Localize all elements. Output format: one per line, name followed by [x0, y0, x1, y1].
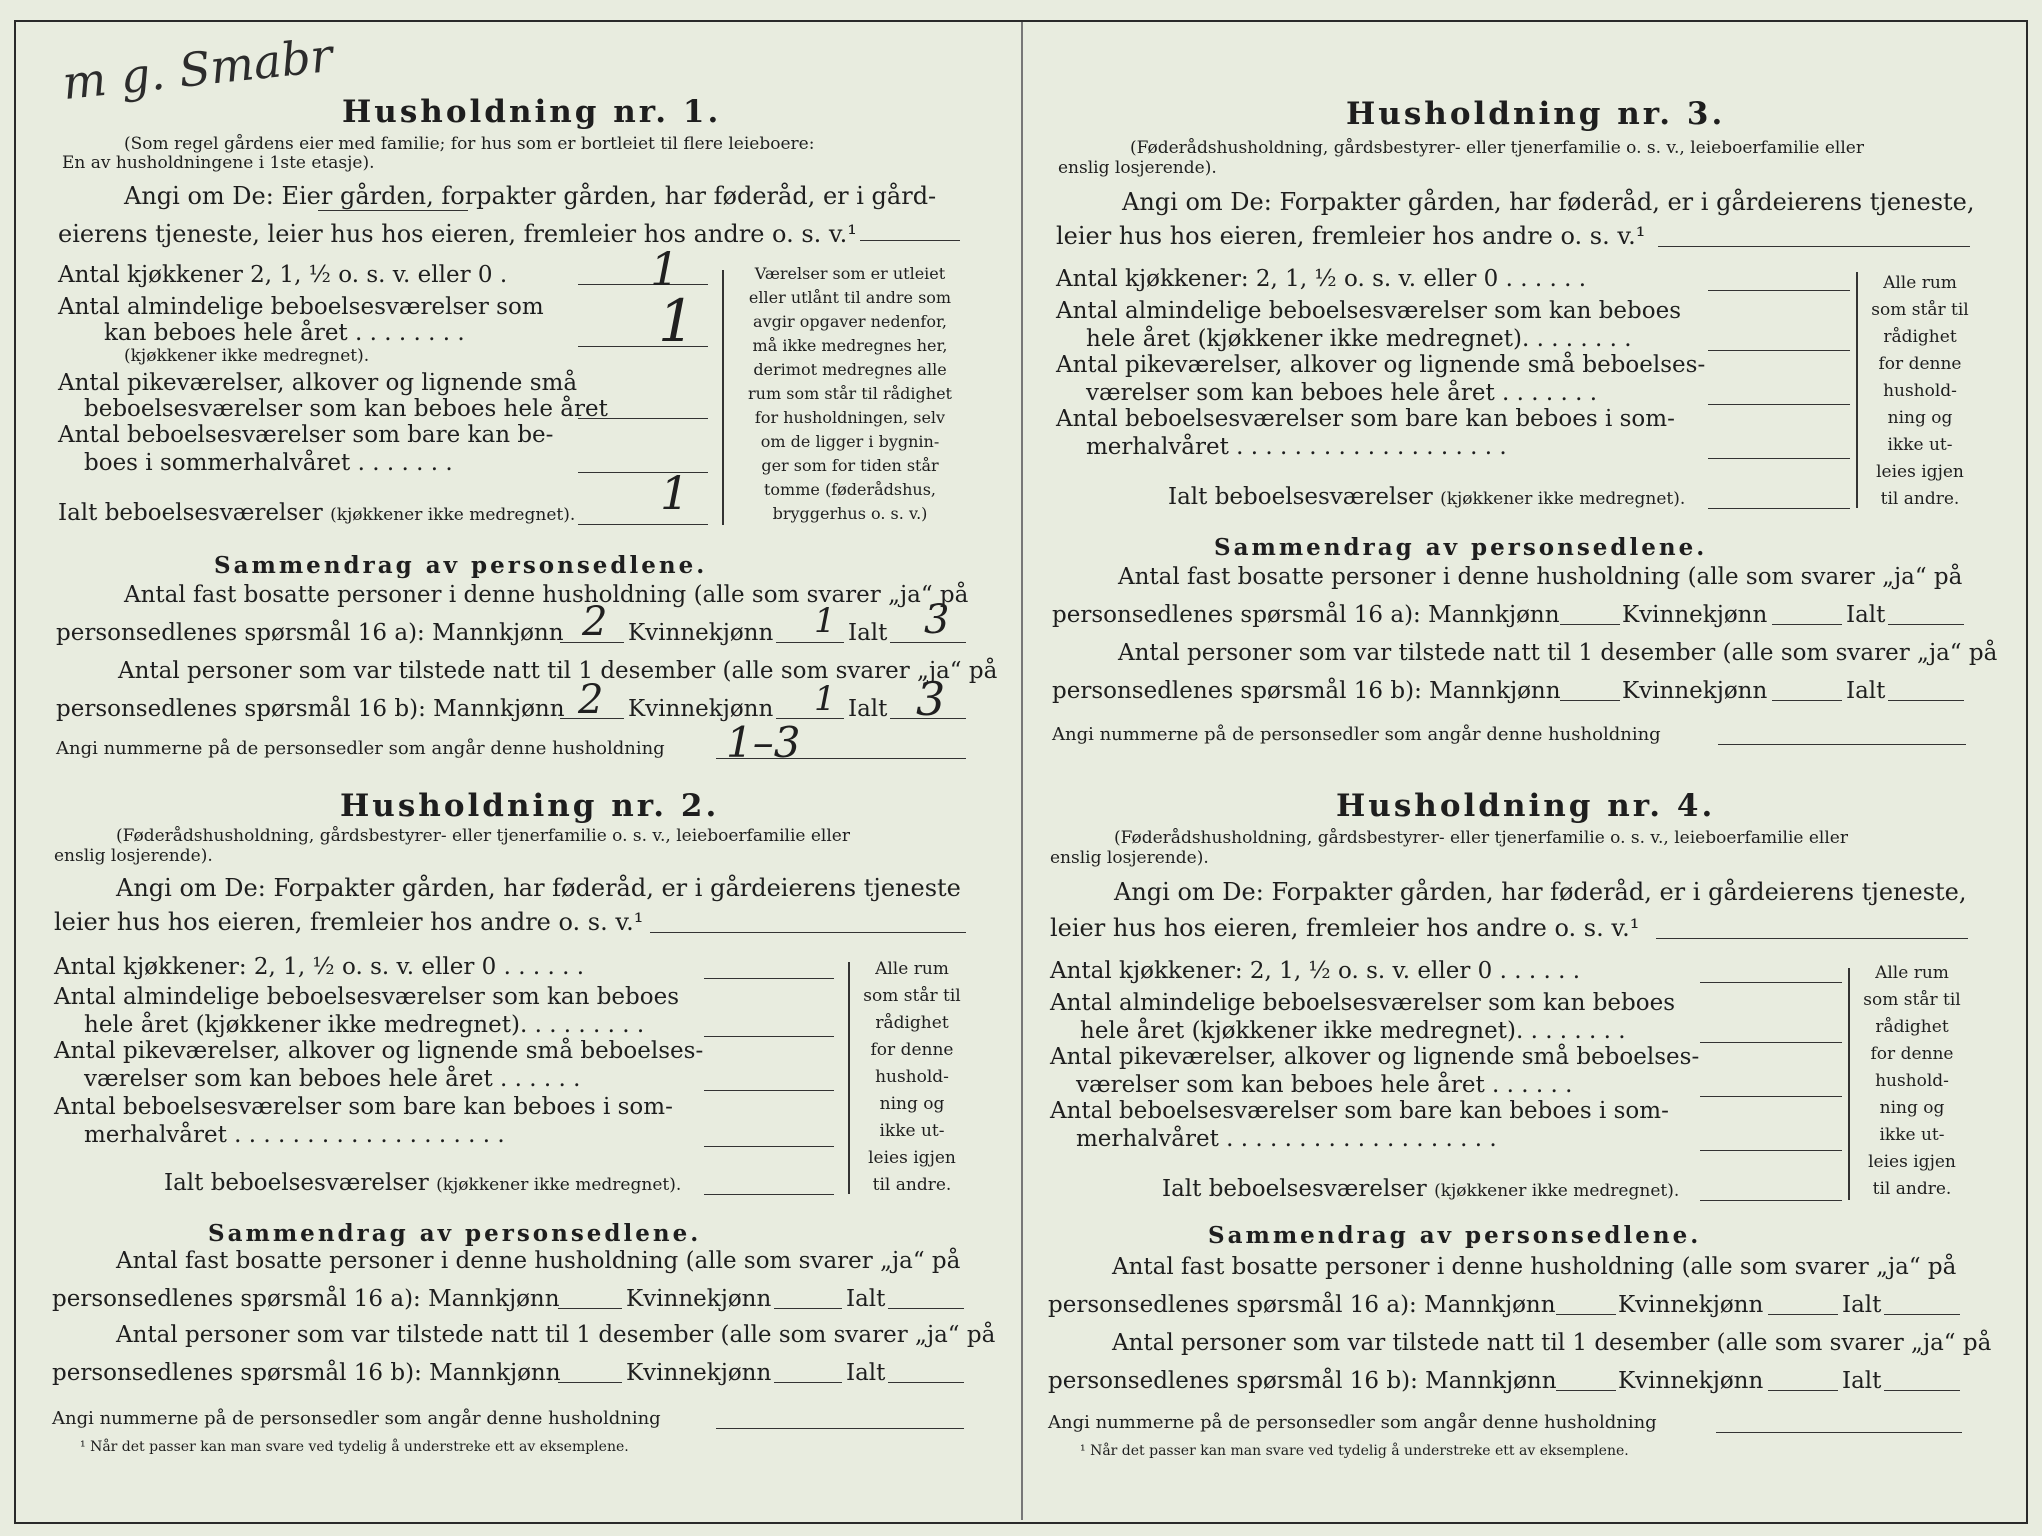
- h4-nummer-line: [1716, 1432, 1962, 1433]
- h2-side-line: leies igjen: [868, 1148, 956, 1168]
- h3-side-line: Alle rum: [1883, 273, 1957, 293]
- h3-side-line: som står til: [1871, 300, 1969, 320]
- h1-row-maid-2: beboelsesværelser som kan beboes hele året: [84, 396, 608, 422]
- h3-fast-kvinne: Kvinnekjønn: [1622, 602, 1768, 628]
- h1-side-line: tomme (føderådshus,: [763, 480, 936, 499]
- h4-fast-kvinne-line: [1768, 1314, 1838, 1315]
- h2-fast-line2: personsedlenes spørsmål 16 a): Mannkjønn: [52, 1286, 560, 1312]
- h1-side-line: for husholdningen, selv: [754, 408, 946, 427]
- h1-side-line: må ikke medregnes her,: [752, 336, 948, 355]
- h4-til-kvinne-line: [1768, 1390, 1838, 1391]
- h2-side-line: til andre.: [872, 1175, 952, 1195]
- h2-maid-answer-line: [704, 1090, 834, 1091]
- h2-angi-answer-line: [650, 932, 966, 933]
- h2-fast-kvinne-line: [774, 1308, 842, 1309]
- h2-side-note: [852, 956, 972, 1199]
- h1-row-rooms-2: kan beboes hele året . . . . . . . .: [104, 320, 465, 346]
- h4-til-line2: personsedlenes spørsmål 16 b): Mannkjønn: [1048, 1368, 1557, 1394]
- h3-side-line: leies igjen: [1876, 462, 1964, 482]
- h1-angi-underline-eier: [318, 210, 468, 211]
- h2-til-kvinne-line: [774, 1382, 842, 1383]
- h1-side-line: om de ligger i bygnin-: [760, 432, 940, 451]
- h2-row-rooms-2: hele året (kjøkkener ikke medregnet). . . . . . . . .: [84, 1012, 645, 1038]
- h2-sub-line2: enslig losjerende).: [54, 846, 213, 866]
- h4-row-rooms-2: hele året (kjøkkener ikke medregnet). . . . . . . .: [1080, 1018, 1626, 1044]
- h2-ialt-paren: (kjøkkener ikke medregnet).: [436, 1175, 682, 1195]
- h3-til-ialt: Ialt: [1846, 678, 1886, 704]
- h2-til-line1: Antal personer som var tilstede natt til 1 desember (alle som svarer „ja“ på: [116, 1322, 996, 1348]
- h1-sammendrag-heading: Sammendrag av personsedlene.: [214, 552, 708, 579]
- h1-ialt-main: Ialt beboelsesværelser: [58, 500, 323, 526]
- h4-til-ialt: Ialt: [1842, 1368, 1882, 1394]
- h4-til-kvinne: Kvinnekjønn: [1618, 1368, 1764, 1394]
- h4-fast-ialt-line: [1884, 1314, 1960, 1315]
- h2-fast-kvinne: Kvinnekjønn: [626, 1286, 772, 1312]
- h3-ialt-paren: (kjøkkener ikke medregnet).: [1440, 489, 1686, 509]
- h4-ialt-label: [1162, 1178, 1679, 1201]
- h4-row-maid-1: Antal pikeværelser, alkover og lignende små beboelses-: [1050, 1044, 1700, 1070]
- h1-til-ialt: Ialt: [848, 696, 888, 722]
- h4-side-line: leies igjen: [1868, 1152, 1956, 1172]
- h2-side-line: ning og: [879, 1094, 945, 1114]
- h1-hand-fast-kvinne: 1: [814, 601, 836, 641]
- h3-side-line: ikke ut-: [1887, 435, 1953, 455]
- h2-rooms-answer-line: [704, 1036, 834, 1037]
- h4-fast-kvinne: Kvinnekjønn: [1618, 1292, 1764, 1318]
- h2-til-mann-line: [558, 1382, 622, 1383]
- h4-side-line: til andre.: [1872, 1179, 1952, 1199]
- h2-fast-ialt-line: [888, 1308, 964, 1309]
- h4-fast-line1: Antal fast bosatte personer i denne husholdning (alle som svarer „ja“ på: [1112, 1254, 1957, 1280]
- h4-summer-answer-line: [1700, 1150, 1842, 1151]
- h3-fast-ialt-line: [1888, 624, 1964, 625]
- h1-hand-rooms: 1: [658, 287, 695, 355]
- h3-fast-line2: personsedlenes spørsmål 16 a): Mannkjønn: [1052, 602, 1560, 628]
- h1-side-brace: [722, 270, 724, 525]
- h1-title: Husholdning nr. 1.: [342, 94, 722, 130]
- h3-side-line: rådighet: [1883, 327, 1957, 347]
- h3-til-mann-line: [1560, 700, 1620, 701]
- h1-hand-total: 1: [660, 466, 690, 520]
- h4-ialt-answer-line: [1700, 1200, 1842, 1201]
- h1-angi-line2: eierens tjeneste, leier hus hos eieren, fremleier hos andre o. s. v.¹: [58, 220, 857, 248]
- h2-fast-line1: Antal fast bosatte personer i denne husholdning (alle som svarer „ja“ på: [116, 1248, 961, 1274]
- h2-side-line: for denne: [870, 1040, 954, 1060]
- h3-row-summer-2: merhalvåret . . . . . . . . . . . . . . . . . . .: [1086, 434, 1507, 460]
- h1-ialt-paren: (kjøkkener ikke medregnet).: [330, 505, 576, 525]
- h2-side-line: som står til: [863, 986, 961, 1006]
- h1-fast-line2: personsedlenes spørsmål 16 a): Mannkjønn: [56, 620, 564, 646]
- h1-hand-til-kvinne: 1: [814, 679, 836, 719]
- h3-side-line: ning og: [1887, 408, 1953, 428]
- h1-hand-til-mann: 2: [578, 677, 604, 723]
- h1-ialt-label: [58, 502, 575, 525]
- h1-hand-nummer: 1–3: [726, 718, 801, 767]
- h1-subtitle-line2: En av husholdningene i 1ste etasje).: [62, 153, 375, 173]
- h2-angi-line2: leier hus hos eieren, fremleier hos andre o. s. v.¹: [54, 908, 644, 936]
- h4-til-mann-line: [1556, 1390, 1616, 1391]
- h3-til-line1: Antal personer som var tilstede natt til 1 desember (alle som svarer „ja“ på: [1118, 640, 1998, 666]
- h3-fast-kvinne-line: [1772, 624, 1842, 625]
- h4-sub-line2: enslig losjerende).: [1050, 848, 1209, 868]
- h3-nummer-label: Angi nummerne på de personsedler som angår denne husholdning: [1052, 724, 1661, 745]
- h2-row-kitchens: Antal kjøkkener: 2, 1, ½ o. s. v. eller 0 . . . . . .: [54, 954, 585, 980]
- h1-side-line: rum som står til rådighet: [748, 384, 952, 403]
- h2-row-maid-2: værelser som kan beboes hele året . . . . . .: [84, 1066, 581, 1092]
- h1-row-rooms-1: Antal almindelige beboelsesværelser som: [58, 294, 544, 320]
- h2-side-brace: [848, 962, 850, 1194]
- h3-ialt-main: Ialt beboelsesværelser: [1168, 484, 1433, 510]
- h2-sammendrag-heading: Sammendrag av personsedlene.: [208, 1220, 702, 1247]
- h4-fast-line2: personsedlenes spørsmål 16 a): Mannkjønn: [1048, 1292, 1556, 1318]
- h4-fast-ialt: Ialt: [1842, 1292, 1882, 1318]
- h2-row-summer-1: Antal beboelsesværelser som bare kan beboes i som-: [54, 1094, 673, 1120]
- h3-side-brace: [1856, 272, 1858, 508]
- h1-hand-til-ialt: 3: [916, 672, 946, 726]
- h1-row-rooms-note: (kjøkkener ikke medregnet).: [124, 346, 370, 366]
- h3-angi-answer-line: [1658, 246, 1970, 247]
- h3-angi-line2: leier hus hos eieren, fremleier hos andre o. s. v.¹: [1056, 222, 1646, 250]
- h1-nummer-label: Angi nummerne på de personsedler som angår denne husholdning: [56, 738, 665, 759]
- h4-side-line: som står til: [1863, 990, 1961, 1010]
- h1-til-line1: Antal personer som var tilstede natt til 1 desember (alle som svarer „ja“ på: [118, 658, 998, 684]
- h1-fast-ialt: Ialt: [848, 620, 888, 646]
- h1-angi-line1: Angi om De: Eier gården, forpakter gården, har føderåd, er i gård-: [124, 182, 937, 210]
- h4-row-summer-1: Antal beboelsesværelser som bare kan beboes i som-: [1050, 1098, 1669, 1124]
- h4-side-line: ikke ut-: [1879, 1125, 1945, 1145]
- h1-side-line: derimot medregnes alle: [753, 360, 947, 379]
- h2-side-line: Alle rum: [875, 959, 949, 979]
- h1-hand-fast-ialt: 3: [924, 597, 950, 643]
- h3-angi-line1: Angi om De: Forpakter gården, har føderåd, er i gårdeierens tjeneste,: [1122, 188, 1975, 216]
- h4-nummer-label: Angi nummerne på de personsedler som angår denne husholdning: [1048, 1412, 1657, 1433]
- h1-side-line: Værelser som er utleiet: [754, 264, 946, 283]
- h3-maid-answer-line: [1708, 404, 1850, 405]
- h3-til-line2: personsedlenes spørsmål 16 b): Mannkjønn: [1052, 678, 1561, 704]
- h2-ialt-label: [164, 1172, 681, 1195]
- h4-ialt-main: Ialt beboelsesværelser: [1162, 1176, 1427, 1202]
- h4-row-maid-2: værelser som kan beboes hele året . . . . . .: [1076, 1072, 1573, 1098]
- h1-hand-kitchen: 1: [650, 242, 680, 296]
- h3-til-kvinne-line: [1772, 700, 1842, 701]
- h3-sammendrag-heading: Sammendrag av personsedlene.: [1214, 534, 1708, 561]
- h1-row-kitchens: Antal kjøkkener 2, 1, ½ o. s. v. eller 0 .: [58, 262, 508, 288]
- h1-ialt-answer-line: [578, 524, 708, 525]
- h2-til-ialt: Ialt: [846, 1360, 886, 1386]
- h4-side-line: for denne: [1870, 1044, 1954, 1064]
- h2-sub-line1: (Føderådshusholdning, gårdsbestyrer- eller tjenerfamilie o. s. v., leieboerfamilie eller: [116, 826, 850, 846]
- h1-row-summer-1: Antal beboelsesværelser som bare kan be-: [58, 422, 554, 448]
- h3-row-maid-1: Antal pikeværelser, alkover og lignende små beboelses-: [1056, 352, 1706, 378]
- h3-side-line: hushold-: [1883, 381, 1957, 401]
- h3-fast-line1: Antal fast bosatte personer i denne husholdning (alle som svarer „ja“ på: [1118, 564, 1963, 590]
- h4-angi-line2: leier hus hos eieren, fremleier hos andre o. s. v.¹: [1050, 914, 1640, 942]
- h3-til-ialt-line: [1888, 700, 1964, 701]
- h3-row-kitchens: Antal kjøkkener: 2, 1, ½ o. s. v. eller 0 . . . . . .: [1056, 266, 1587, 292]
- h3-sub-line2: enslig losjerende).: [1058, 158, 1217, 178]
- h4-til-line1: Antal personer som var tilstede natt til 1 desember (alle som svarer „ja“ på: [1112, 1330, 1992, 1356]
- h4-row-summer-2: merhalvåret . . . . . . . . . . . . . . . . . . .: [1076, 1126, 1497, 1152]
- handwritten-annotation: m g. Smabr: [59, 27, 336, 111]
- h4-til-ialt-line: [1884, 1390, 1960, 1391]
- h3-row-rooms-2: hele året (kjøkkener ikke medregnet). . . . . . . .: [1086, 326, 1632, 352]
- h1-row-summer-2: boes i sommerhalvåret . . . . . . .: [84, 450, 453, 476]
- h2-angi-line1: Angi om De: Forpakter gården, har føderåd, er i gårdeierens tjeneste: [116, 874, 961, 902]
- h3-nummer-line: [1718, 744, 1966, 745]
- h4-side-line: Alle rum: [1875, 963, 1949, 983]
- h1-side-line: ger som for tiden står: [761, 456, 939, 475]
- h2-fast-mann-line: [558, 1308, 622, 1309]
- h1-fast-kvinne-line: [776, 642, 844, 643]
- h2-row-rooms-1: Antal almindelige beboelsesværelser som kan beboes: [54, 984, 680, 1010]
- h1-fast-kvinne: Kvinnekjønn: [628, 620, 774, 646]
- h3-rooms-answer-line: [1708, 350, 1850, 351]
- h4-footnote: ¹ Når det passer kan man svare ved tydelig å understreke ett av eksemplene.: [1080, 1443, 1629, 1459]
- h1-maid-answer-line: [578, 418, 708, 419]
- h4-side-line: ning og: [1879, 1098, 1945, 1118]
- h4-maid-answer-line: [1700, 1096, 1842, 1097]
- h3-sub-line1: (Føderådshusholdning, gårdsbestyrer- eller tjenerfamilie o. s. v., leieboerfamilie eller: [1130, 138, 1864, 158]
- h1-side-note: [730, 262, 970, 526]
- h2-til-ialt-line: [888, 1382, 964, 1383]
- h2-side-line: ikke ut-: [879, 1121, 945, 1141]
- h4-side-note: [1852, 960, 1972, 1203]
- h3-summer-answer-line: [1708, 458, 1850, 459]
- h3-row-rooms-1: Antal almindelige beboelsesværelser som kan beboes: [1056, 298, 1682, 324]
- h2-til-line2: personsedlenes spørsmål 16 b): Mannkjønn: [52, 1360, 561, 1386]
- h1-side-line: avgir opgaver nedenfor,: [753, 312, 947, 331]
- h4-side-line: hushold-: [1875, 1071, 1949, 1091]
- h3-fast-ialt: Ialt: [1846, 602, 1886, 628]
- h3-ialt-label: [1168, 486, 1685, 509]
- h1-til-kvinne: Kvinnekjønn: [628, 696, 774, 722]
- h2-fast-ialt: Ialt: [846, 1286, 886, 1312]
- h1-side-line: eller utlånt til andre som: [748, 288, 952, 307]
- h2-row-summer-2: merhalvåret . . . . . . . . . . . . . . . . . . .: [84, 1122, 505, 1148]
- h3-title: Husholdning nr. 3.: [1346, 96, 1726, 132]
- h3-ialt-answer-line: [1708, 508, 1850, 509]
- h2-ialt-answer-line: [704, 1194, 834, 1195]
- h1-row-maid-1: Antal pikeværelser, alkover og lignende små: [58, 370, 578, 396]
- h2-nummer-line: [716, 1428, 964, 1429]
- h1-til-line2: personsedlenes spørsmål 16 b): Mannkjønn: [56, 696, 565, 722]
- h4-kitchen-answer-line: [1700, 982, 1842, 983]
- h1-hand-fast-mann: 2: [582, 599, 608, 645]
- h3-side-line: til andre.: [1880, 489, 1960, 509]
- h2-side-line: hushold-: [875, 1067, 949, 1087]
- h3-fast-mann-line: [1560, 624, 1620, 625]
- h3-row-maid-2: værelser som kan beboes hele året . . . . . . .: [1086, 380, 1598, 406]
- h2-title: Husholdning nr. 2.: [340, 788, 720, 824]
- h4-sammendrag-heading: Sammendrag av personsedlene.: [1208, 1222, 1702, 1249]
- h4-side-line: rådighet: [1875, 1017, 1949, 1037]
- center-fold: [1021, 22, 1023, 1520]
- h2-til-kvinne: Kvinnekjønn: [626, 1360, 772, 1386]
- h1-kitchen-answer-line: [578, 284, 708, 285]
- h2-kitchen-answer-line: [704, 978, 834, 979]
- h4-sub-line1: (Føderådshusholdning, gårdsbestyrer- eller tjenerfamilie o. s. v., leieboerfamilie eller: [1114, 828, 1848, 848]
- h1-side-line: bryggerhus o. s. v.): [772, 504, 928, 523]
- h2-summer-answer-line: [704, 1146, 834, 1147]
- h1-subtitle-line1: (Som regel gårdens eier med familie; for hus som er bortleiet til flere leieboere:: [124, 134, 815, 154]
- h2-side-line: rådighet: [875, 1013, 949, 1033]
- h4-side-brace: [1848, 968, 1850, 1200]
- h2-ialt-main: Ialt beboelsesværelser: [164, 1170, 429, 1196]
- h1-angi-answer-line: [860, 240, 960, 241]
- h3-til-kvinne: Kvinnekjønn: [1622, 678, 1768, 704]
- h4-angi-answer-line: [1656, 938, 1968, 939]
- h2-footnote: ¹ Når det passer kan man svare ved tydelig å understreke ett av eksemplene.: [80, 1439, 629, 1455]
- h3-side-line: for denne: [1878, 354, 1962, 374]
- h4-ialt-paren: (kjøkkener ikke medregnet).: [1434, 1181, 1680, 1201]
- h3-kitchen-answer-line: [1708, 290, 1850, 291]
- h4-angi-line1: Angi om De: Forpakter gården, har føderåd, er i gårdeierens tjeneste,: [1114, 878, 1967, 906]
- h2-nummer-label: Angi nummerne på de personsedler som angår denne husholdning: [52, 1408, 661, 1429]
- h4-rooms-answer-line: [1700, 1042, 1842, 1043]
- h2-row-maid-1: Antal pikeværelser, alkover og lignende små beboelses-: [54, 1038, 704, 1064]
- h4-fast-mann-line: [1556, 1314, 1616, 1315]
- h3-row-summer-1: Antal beboelsesværelser som bare kan beboes i som-: [1056, 406, 1675, 432]
- h4-row-rooms-1: Antal almindelige beboelsesværelser som kan beboes: [1050, 990, 1676, 1016]
- h3-side-note: [1860, 270, 1980, 513]
- h4-row-kitchens: Antal kjøkkener: 2, 1, ½ o. s. v. eller 0 . . . . . .: [1050, 958, 1581, 984]
- h1-fast-line1: Antal fast bosatte personer i denne husholdning (alle som svarer „ja“ på: [124, 582, 969, 608]
- h4-title: Husholdning nr. 4.: [1336, 788, 1716, 824]
